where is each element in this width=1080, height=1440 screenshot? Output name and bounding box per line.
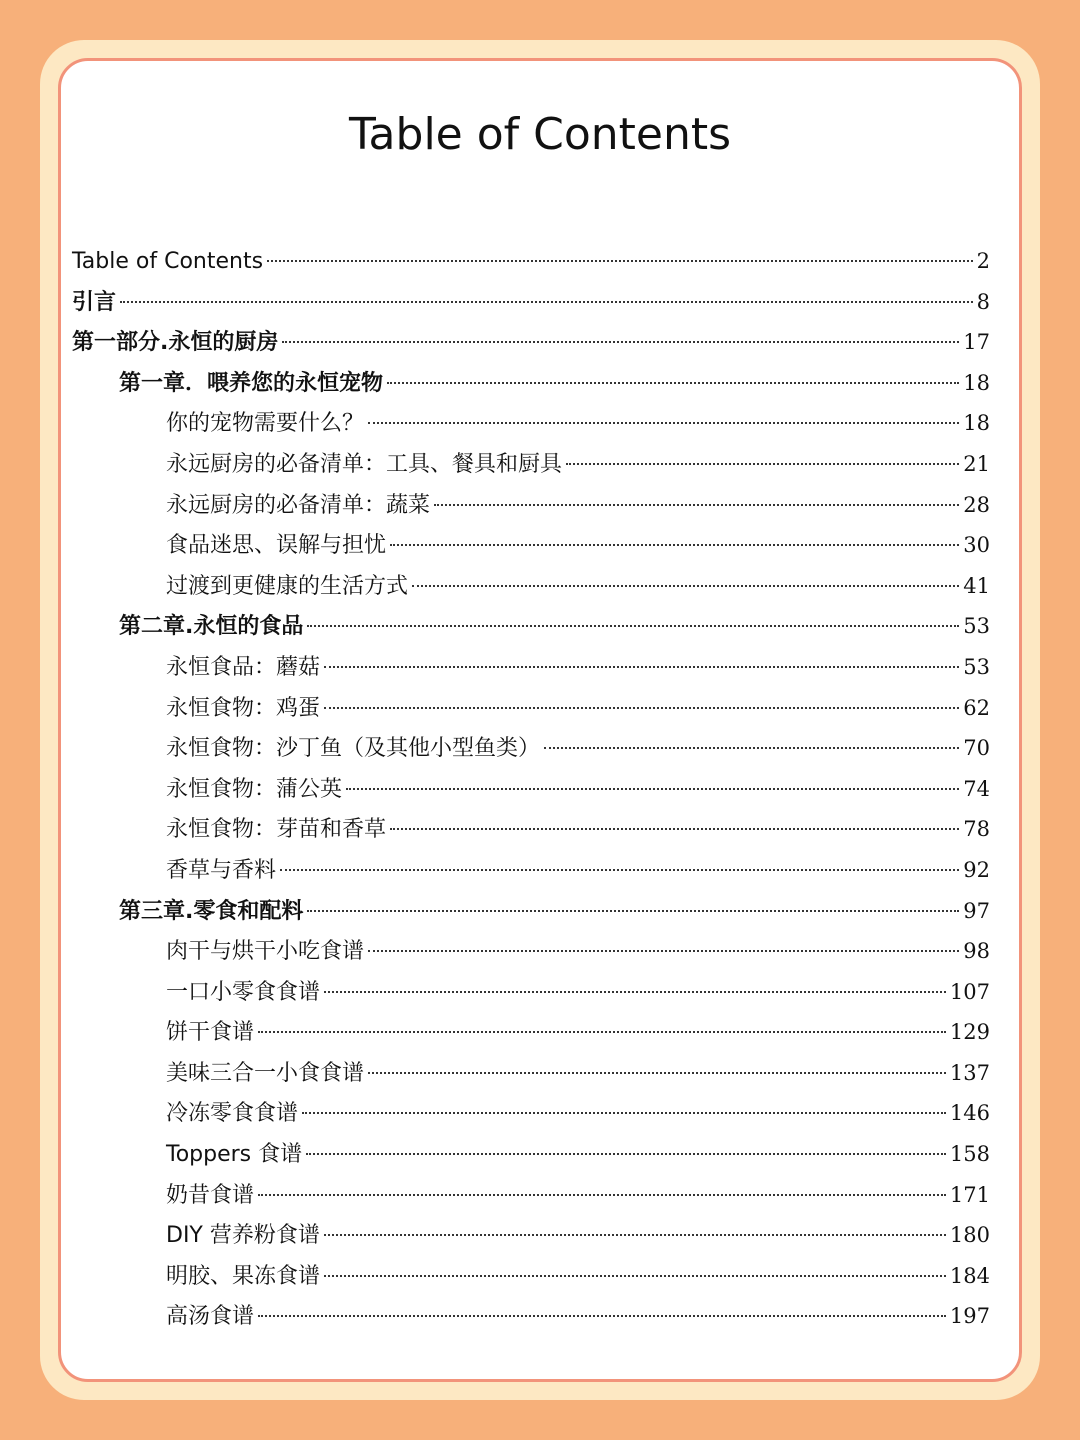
dot-leader [324, 1234, 946, 1236]
toc-label: 食品迷思、误解与担忧 [166, 533, 387, 559]
toc-entry-section[interactable] [72, 728, 990, 769]
toc-label: 饼干食谱 [166, 1020, 255, 1046]
toc-label: 美味三合一小食食谱 [166, 1060, 365, 1086]
dot-leader [307, 625, 959, 627]
dot-leader [258, 1031, 946, 1033]
toc-page-number: 70 [963, 736, 990, 761]
toc-page-number: 53 [963, 654, 990, 679]
toc-page-number: 62 [963, 695, 990, 720]
dot-leader [324, 666, 959, 668]
toc-label: 肉干与烘干小吃食谱 [166, 939, 365, 965]
toc-page-number: 30 [963, 533, 990, 558]
toc-entry-introduction[interactable] [72, 282, 990, 323]
dot-leader [324, 1275, 946, 1277]
dot-leader [566, 463, 959, 465]
toc-label: 过渡到更健康的生活方式 [166, 573, 409, 599]
toc-entry-section[interactable] [72, 1093, 990, 1134]
toc-label: 冷冻零食食谱 [166, 1101, 299, 1127]
dot-leader [346, 788, 959, 790]
page-title: Table of Contents [348, 109, 732, 160]
toc-entry-section[interactable] [72, 1215, 990, 1256]
toc-entry-section[interactable] [72, 931, 990, 972]
toc-entry-chapter-3[interactable] [72, 891, 990, 932]
toc-label: 香草与香料 [166, 857, 277, 883]
toc-page-number: 98 [963, 939, 990, 964]
toc-label: 第一部分.永恒的厨房 [72, 330, 279, 356]
toc-entry-section[interactable] [72, 972, 990, 1013]
dot-leader [368, 950, 959, 952]
toc-label: 第三章.零食和配料 [119, 898, 304, 924]
dot-leader [324, 707, 959, 709]
toc-label: 一口小零食食谱 [166, 979, 321, 1005]
toc-entry-section[interactable] [72, 566, 990, 607]
toc-label: 明胶、果冻食谱 [166, 1263, 321, 1289]
dot-leader [390, 828, 959, 830]
dot-leader [302, 1112, 946, 1114]
dot-leader [434, 504, 959, 506]
toc-label: 永远厨房的必备清单：蔬菜 [166, 492, 431, 518]
toc-label: 奶昔食谱 [166, 1182, 255, 1208]
toc-label: 第一章．喂养您的永恒宠物 [119, 370, 384, 396]
toc-page-number: 21 [963, 451, 990, 476]
toc-page-number: 158 [949, 1142, 990, 1167]
dot-leader [387, 382, 959, 384]
toc-label: Toppers 食谱 [166, 1142, 303, 1168]
toc-label: 永恒食物：芽苗和香草 [166, 817, 387, 843]
toc-label: 你的宠物需要什么？ [166, 411, 365, 437]
dot-leader [412, 585, 959, 587]
dot-leader [390, 544, 959, 546]
toc-entry-section[interactable] [72, 1296, 990, 1337]
toc-page-number: 171 [949, 1182, 990, 1207]
toc-label: 引言 [72, 289, 117, 315]
toc-page-number: 97 [963, 898, 990, 923]
toc-label: Table of Contents [72, 249, 264, 274]
dot-leader [267, 260, 973, 262]
toc-entry-section[interactable] [72, 403, 990, 444]
toc-entry-section[interactable] [72, 1175, 990, 1216]
toc-page-number: 17 [963, 330, 990, 355]
dot-leader [258, 1194, 946, 1196]
toc-entry-section[interactable] [72, 809, 990, 850]
toc-page-number: 41 [963, 573, 990, 598]
toc-page-number: 8 [976, 289, 990, 314]
toc-page-number: 18 [963, 411, 990, 436]
toc-entry-section[interactable] [72, 647, 990, 688]
toc-label: 永恒食物：鸡蛋 [166, 695, 321, 721]
toc-page-number: 53 [963, 614, 990, 639]
toc-entry-section[interactable] [72, 1256, 990, 1297]
dot-leader [368, 1072, 946, 1074]
toc-label: 永远厨房的必备清单：工具、餐具和厨具 [166, 451, 563, 477]
toc-page-number: 180 [949, 1223, 990, 1248]
toc-page-number: 2 [976, 249, 990, 273]
toc-page-number: 74 [963, 776, 990, 801]
toc-entry-table-of-contents[interactable] [72, 241, 990, 282]
dot-leader [306, 1153, 946, 1155]
toc-entry-section[interactable] [72, 525, 990, 566]
table-of-contents [72, 241, 990, 1337]
toc-label: 永恒食物：沙丁鱼（及其他小型鱼类） [166, 736, 541, 762]
toc-label: 第二章.永恒的食品 [119, 614, 304, 640]
toc-label: DIY 营养粉食谱 [166, 1223, 320, 1249]
dot-leader [324, 991, 946, 993]
toc-page-number: 129 [949, 1020, 990, 1045]
toc-label: 永恒食物：蒲公英 [166, 776, 343, 802]
toc-page-number: 184 [949, 1263, 990, 1288]
toc-page-number: 78 [963, 817, 990, 842]
toc-page-number: 28 [963, 492, 990, 517]
toc-page-number: 92 [963, 857, 990, 882]
dot-leader [307, 910, 959, 912]
dot-leader [120, 301, 973, 303]
toc-entry-part-1[interactable] [72, 322, 990, 363]
toc-entry-section[interactable] [72, 1053, 990, 1094]
dot-leader [280, 869, 959, 871]
dot-leader [258, 1315, 946, 1317]
toc-entry-section[interactable] [72, 1012, 990, 1053]
toc-page-number: 146 [949, 1101, 990, 1126]
toc-entry-chapter-1[interactable] [72, 363, 990, 404]
dot-leader [544, 747, 959, 749]
toc-entry-section[interactable] [72, 769, 990, 810]
toc-label: 高汤食谱 [166, 1304, 255, 1330]
toc-entry-section[interactable] [72, 688, 990, 729]
toc-entry-section[interactable] [72, 850, 990, 891]
toc-entry-section[interactable] [72, 444, 990, 485]
toc-entry-chapter-2[interactable] [72, 606, 990, 647]
toc-label: 永恒食品：蘑菇 [166, 654, 321, 680]
toc-page-number: 18 [963, 370, 990, 395]
dot-leader [368, 422, 959, 424]
toc-page-number: 197 [949, 1304, 990, 1329]
toc-entry-section[interactable] [72, 485, 990, 526]
toc-page-number: 107 [949, 979, 990, 1004]
toc-entry-section[interactable] [72, 1134, 990, 1175]
toc-page-number: 137 [949, 1060, 990, 1085]
dot-leader [282, 341, 959, 343]
